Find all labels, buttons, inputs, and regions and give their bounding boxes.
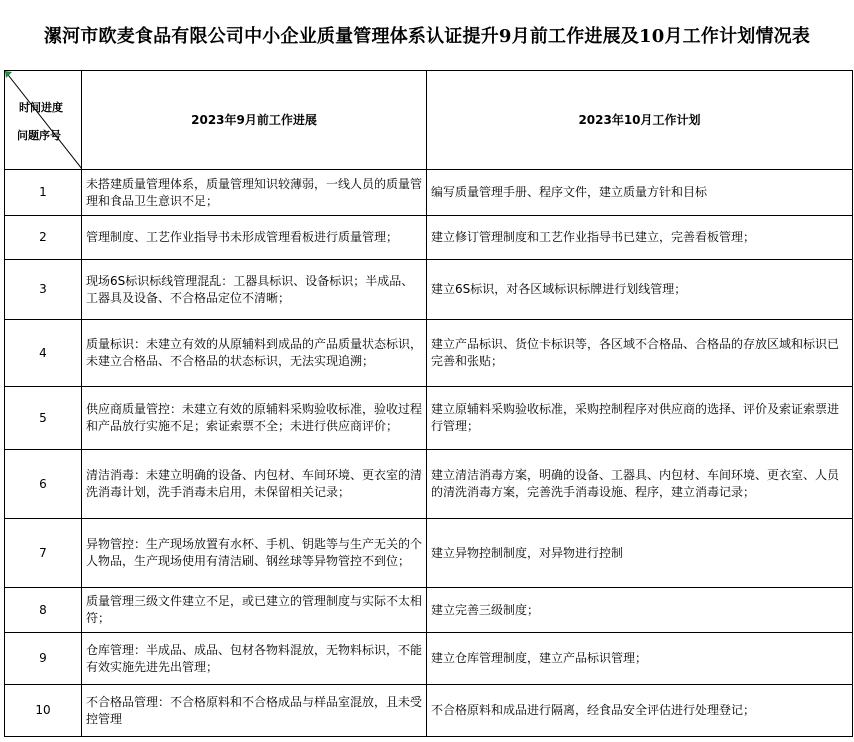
table-row <box>5 588 853 633</box>
table-row <box>5 450 853 519</box>
column-header-plan: 2023年10月工作计划 <box>427 71 853 170</box>
plan-cell: 建立修订管理制度和工艺作业指导书已建立，完善看板管理； <box>427 216 853 260</box>
progress-cell: 管理制度、工艺作业指导书未形成管理看板进行质量管理； <box>82 216 427 260</box>
row-number: 6 <box>5 450 82 519</box>
row-number: 7 <box>5 519 82 588</box>
row-number: 2 <box>5 216 82 260</box>
corner-label-time: 时间进度 <box>19 101 63 114</box>
plan-cell: 不合格原料和成品进行隔离，经食品安全评估进行处理登记； <box>427 685 853 737</box>
progress-cell: 仓库管理：半成品、成品、包材各物料混放，无物料标识，不能有效实施先进先出管理； <box>82 633 427 685</box>
plan-cell: 建立6S标识，对各区域标识标牌进行划线管理； <box>427 260 853 320</box>
column-header-progress: 2023年9月前工作进展 <box>82 71 427 170</box>
row-number: 3 <box>5 260 82 320</box>
row-number: 1 <box>5 170 82 216</box>
header-row <box>5 71 853 170</box>
corner-label-number: 问题序号 <box>17 129 61 142</box>
plan-cell: 建立产品标识、货位卡标识等，各区域不合格品、合格品的存放区域和标识已完善和张贴； <box>427 320 853 387</box>
progress-cell: 现场6S标识标线管理混乱：工器具标识、设备标识；半成品、工器具及设备、不合格品定位不清晰； <box>82 260 427 320</box>
plan-cell: 建立清洁消毒方案，明确的设备、工器具、内包材、车间环境、更衣室、人员的清洗消毒方案，完善洗手消毒设施、程序，建立消毒记录； <box>427 450 853 519</box>
table-row <box>5 320 853 387</box>
table-row <box>5 633 853 685</box>
table-row <box>5 170 853 216</box>
progress-cell: 供应商质量管控：未建立有效的原辅料采购验收标准，验收过程和产品放行实施不足；索证索票不全；未进行供应商评价； <box>82 387 427 450</box>
table-row <box>5 260 853 320</box>
corner-marker-icon <box>5 71 12 78</box>
table-row <box>5 216 853 260</box>
plan-cell: 编写质量管理手册、程序文件，建立质量方针和目标 <box>427 170 853 216</box>
progress-cell: 清洁消毒：未建立明确的设备、内包材、车间环境、更衣室的清洗消毒计划，洗手消毒未启用，未保留相关记录； <box>82 450 427 519</box>
plan-cell: 建立仓库管理制度，建立产品标识管理； <box>427 633 853 685</box>
row-number: 9 <box>5 633 82 685</box>
plan-cell: 建立异物控制制度，对异物进行控制 <box>427 519 853 588</box>
progress-table <box>4 70 853 737</box>
table-row <box>5 387 853 450</box>
table-row <box>5 519 853 588</box>
progress-cell: 质量标识：未建立有效的从原辅料到成品的产品质量状态标识，未建立合格品、不合格品的状态标识，无法实现追溯； <box>82 320 427 387</box>
row-number: 10 <box>5 685 82 737</box>
row-number: 4 <box>5 320 82 387</box>
corner-header-cell <box>5 71 82 170</box>
progress-cell: 未搭建质量管理体系，质量管理知识较薄弱，一线人员的质量管理和食品卫生意识不足； <box>82 170 427 216</box>
progress-cell: 异物管控：生产现场放置有水杯、手机、钥匙等与生产无关的个人物品，生产现场使用有清洁刷、钢丝球等异物管控不到位； <box>82 519 427 588</box>
table-row <box>5 685 853 737</box>
plan-cell: 建立原辅料采购验收标准，采购控制程序对供应商的选择、评价及索证索票进行管理； <box>427 387 853 450</box>
row-number: 8 <box>5 588 82 633</box>
page-title: 漯河市欧麦食品有限公司中小企业质量管理体系认证提升9月前工作进展及10月工作计划情况表 <box>43 26 811 47</box>
diagonal-divider <box>5 71 82 169</box>
progress-cell: 不合格品管理：不合格原料和不合格成品与样品室混放，且未受控管理 <box>82 685 427 737</box>
row-number: 5 <box>5 387 82 450</box>
plan-cell: 建立完善三级制度； <box>427 588 853 633</box>
progress-cell: 质量管理三级文件建立不足，或已建立的管理制度与实际不太相符； <box>82 588 427 633</box>
